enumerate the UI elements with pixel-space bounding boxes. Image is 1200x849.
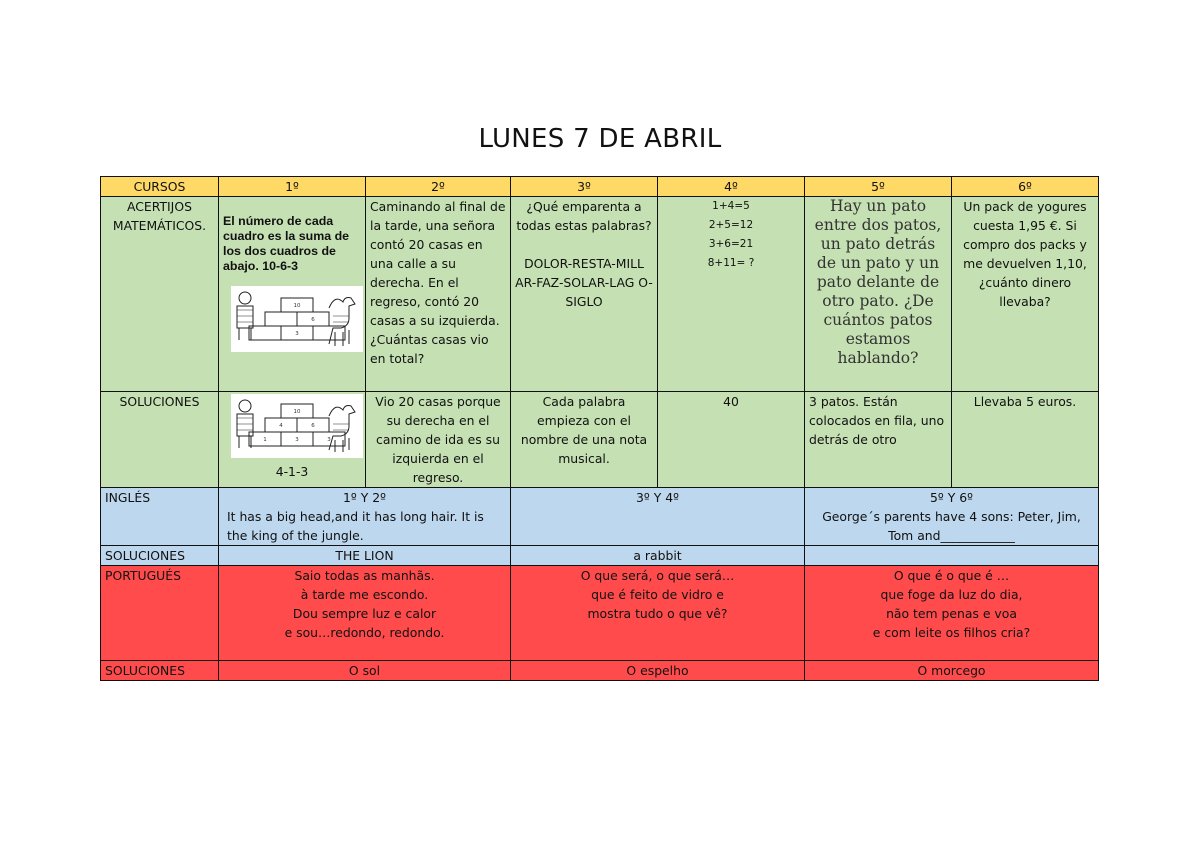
soluciones-ing-col-1: THE LION [219, 546, 511, 566]
header-grade-4: 4º [658, 177, 805, 197]
soluciones-por-row [101, 661, 1099, 681]
solucion-1-text: 4-1-3 [275, 464, 309, 479]
solution-mid-left-value: 4 [279, 423, 283, 429]
pyramid-puzzle-image [231, 286, 363, 352]
ingles-col-3 [805, 488, 1099, 546]
ingles-col-2 [511, 488, 805, 546]
ingles-col-3-text: George´s parents have 4 sons: Peter, Jim, Tom and____________ [822, 509, 1081, 543]
header-grade-3: 3º [511, 177, 658, 197]
challenges-table [100, 176, 1099, 681]
header-row [101, 177, 1099, 197]
acertijo-grade-6: Un pack de yogures cuesta 1,95 €. Si compro dos packs y me devuelven 1,10, ¿cuánto dinero llevaba? [952, 197, 1099, 392]
solucion-grade-3: Cada palabra empieza con el nombre de una nota musical. [511, 392, 658, 488]
acertijo-grade-3: ¿Qué emparenta a todas estas palabras? DOLOR-RESTA-MILL AR-FAZ-SOLAR-LAG O-SIGLO [511, 197, 658, 392]
solution-bottom-left-value: 1 [263, 437, 267, 443]
ingles-label: INGLÉS [101, 488, 219, 546]
solucion-grade-4: 40 [658, 392, 805, 488]
solucion-grade-2: Vio 20 casas porque su derecha en el camino de ida es su izquierda en el regreso. [366, 392, 511, 488]
ingles-col-1-text: It has a big head,and it has long hair. It is the king of the jungle. [227, 509, 484, 543]
acertijo-grade-1 [219, 197, 366, 392]
solucion-grade-5: 3 patos. Están colocados en fila, uno detrás de otro [805, 392, 952, 488]
acertijo-1-text: El número de cada cuadro es la suma de los dos cuadros de abajo. 10-6-3 [223, 214, 350, 273]
solution-bottom-mid-value: 3 [295, 437, 299, 443]
portugues-col-2: O que será, o que será… que é feito de vidro e mostra tudo o que vê? [511, 566, 805, 661]
soluciones-ing-col-3 [805, 546, 1099, 566]
ingles-col-3-title: 5º Y 6º [930, 490, 973, 505]
portugues-row [101, 566, 1099, 661]
ingles-row [101, 488, 1099, 546]
ingles-col-1 [219, 488, 511, 546]
ingles-col-2-title: 3º Y 4º [636, 490, 679, 505]
header-grade-6: 6º [952, 177, 1099, 197]
puzzle-top-value: 10 [293, 303, 301, 309]
soluciones-ing-label: SOLUCIONES [101, 546, 219, 566]
soluciones-por-col-2: O espelho [511, 661, 805, 681]
solution-bottom-right-value: 3 [327, 437, 331, 443]
pyramid-solution-image [231, 394, 363, 458]
ingles-col-1-title: 1º Y 2º [343, 490, 386, 505]
acertijo-grade-2: Caminando al final de la tarde, una señora contó 20 casas en una calle a su derecha. En el regreso, contó 20 casas a su izquierda. ¿Cuántas casas vio en total? [366, 197, 511, 392]
portugues-col-1: Saio todas as manhãs. à tarde me escondo. Dou sempre luz e calor e sou…redondo, redondo. [219, 566, 511, 661]
soluciones-ing-col-2: a rabbit [511, 546, 805, 566]
page-title: LUNES 7 DE ABRIL [478, 124, 722, 154]
portugues-label: PORTUGUÉS [101, 566, 219, 661]
header-grade-5: 5º [805, 177, 952, 197]
acertijo-grade-5: Hay un pato entre dos patos, un pato detrás de un pato y un pato delante de otro pato. ¿De cuántos patos estamos hablando? [805, 197, 952, 392]
solucion-grade-6: Llevaba 5 euros. [952, 392, 1099, 488]
acertijos-label: ACERTIJOS MATEMÁTICOS. [101, 197, 219, 392]
portugues-col-3: O que é o que é … que foge da luz do dia, não tem penas e voa e com leite os filhos cria? [805, 566, 1099, 661]
solucion-grade-1 [219, 392, 366, 488]
soluciones-por-label: SOLUCIONES [101, 661, 219, 681]
soluciones-por-col-3: O morcego [805, 661, 1099, 681]
puzzle-mid-right-value: 6 [311, 317, 315, 323]
solution-top-value: 10 [293, 409, 301, 415]
soluciones-por-col-1: O sol [219, 661, 511, 681]
soluciones-mat-label: SOLUCIONES [101, 392, 219, 488]
soluciones-mat-row [101, 392, 1099, 488]
acertijo-grade-4: 1+4=5 2+5=12 3+6=21 8+11= ? [658, 197, 805, 392]
soluciones-ing-row [101, 546, 1099, 566]
header-grade-2: 2º [366, 177, 511, 197]
solution-mid-right-value: 6 [311, 423, 315, 429]
puzzle-bottom-mid-value: 3 [295, 331, 299, 337]
acertijos-row [101, 197, 1099, 392]
header-label: CURSOS [101, 177, 219, 197]
header-grade-1: 1º [219, 177, 366, 197]
